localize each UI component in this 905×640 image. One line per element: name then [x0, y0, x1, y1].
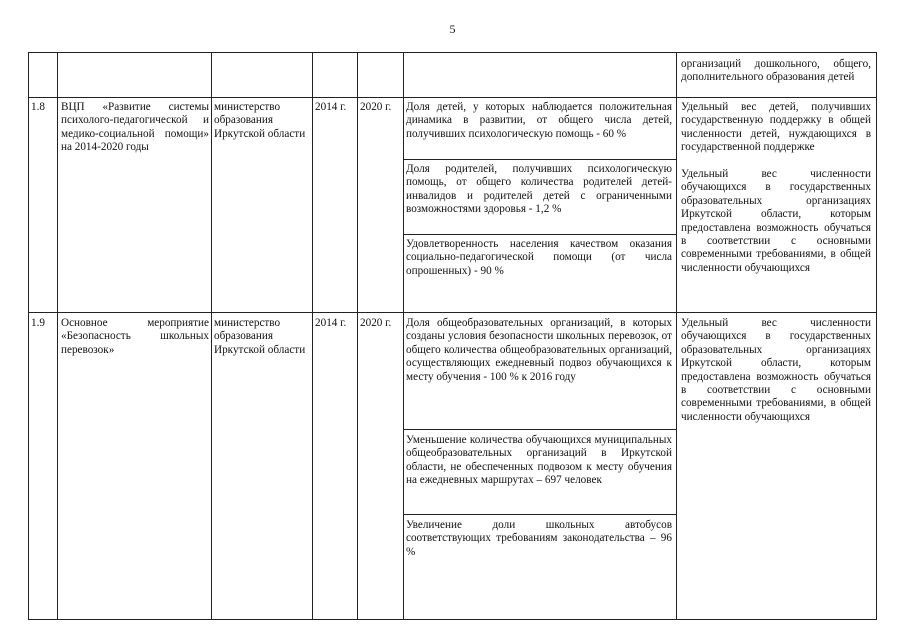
col-sep-executor: [312, 52, 313, 620]
indicator-sep-1-2: [403, 234, 677, 235]
col-sep-name: [211, 52, 212, 620]
end-year: 2020 г.: [360, 101, 392, 113]
table-left-border: [28, 52, 29, 620]
col-sep-num: [57, 52, 58, 620]
executor: министерство образования Иркутской области: [214, 101, 306, 140]
col-sep-end: [403, 52, 404, 620]
program-name: ВЦП «Развитие системы психолого-педагогической и медико-социальной помощи» на 2014-2020 годы: [61, 101, 209, 154]
table-top-border: [28, 52, 877, 53]
start-year: 2014 г.: [315, 317, 347, 329]
page-number: 5: [449, 22, 456, 36]
expected-result: Удельный вес численности обучающихся в государственных образовательных организациях Иркутской области, которым предоставлена возможность обучаться в соответствии с основными современными требованиями, в общей численности обучающихся: [681, 168, 871, 274]
col-sep-indicators: [676, 52, 677, 620]
col-sep-start: [357, 52, 358, 620]
indicator: Увеличение доли школьных автобусов соответствующих требованиям законодательства – 96 %: [406, 519, 672, 558]
indicator: Доля родителей, получивших психологическую помощь, от общего количества родителей детей-инвалидов и родителей детей с ограниченными возможностями здоровья - 1,2 %: [406, 163, 672, 216]
indicator: Удовлетворенность населения качеством оказания социально-педагогической помощи (от числа опрошенных) - 90 %: [406, 238, 672, 277]
table-right-border: [876, 52, 877, 620]
indicator-sep-2-1: [403, 429, 677, 430]
row-number: 1.8: [31, 101, 45, 113]
indicator-sep-2-2: [403, 514, 677, 515]
end-year: 2020 г.: [360, 317, 392, 329]
indicator-sep-1-1: [403, 159, 677, 160]
expected-result: Удельный вес детей, получивших государственную поддержку в общей численности детей, нуждающихся в государственной поддержке: [681, 101, 871, 154]
row-sep-1: [28, 97, 877, 98]
row-sep-2: [28, 312, 877, 313]
executor: министерство образования Иркутской области: [214, 317, 306, 356]
table-bottom-border: [28, 619, 877, 620]
row-number: 1.9: [31, 317, 45, 329]
indicator: Доля общеобразовательных организаций, в которых созданы условия безопасности школьных перевозок, от общего количества общеобразовательных организаций, осуществляющих ежедневный подвоз обучающихся к месту обучения - 100 % к 2016 году: [406, 317, 672, 383]
indicator: Уменьшение количества обучающихся муниципальных общеобразовательных организаций в Иркутской области, не обеспеченных подвозом к месту обучения на ежедневных маршрутах – 697 человек: [406, 434, 672, 487]
continuation-result: организаций дошкольного, общего, дополнительного образования детей: [681, 58, 871, 84]
expected-result: Удельный вес численности обучающихся в государственных образовательных организациях Иркутской области, которым предоставлена возможность обучаться в соответствии с основными современными требованиями, в общей численности обучающихся: [681, 317, 871, 423]
indicator: Доля детей, у которых наблюдается положительная динамика в развитии, от общего числа детей, получивших психологическую помощь - 60 %: [406, 101, 672, 140]
start-year: 2014 г.: [315, 101, 347, 113]
program-name: Основное мероприятие «Безопасность школьных перевозок»: [61, 317, 209, 356]
